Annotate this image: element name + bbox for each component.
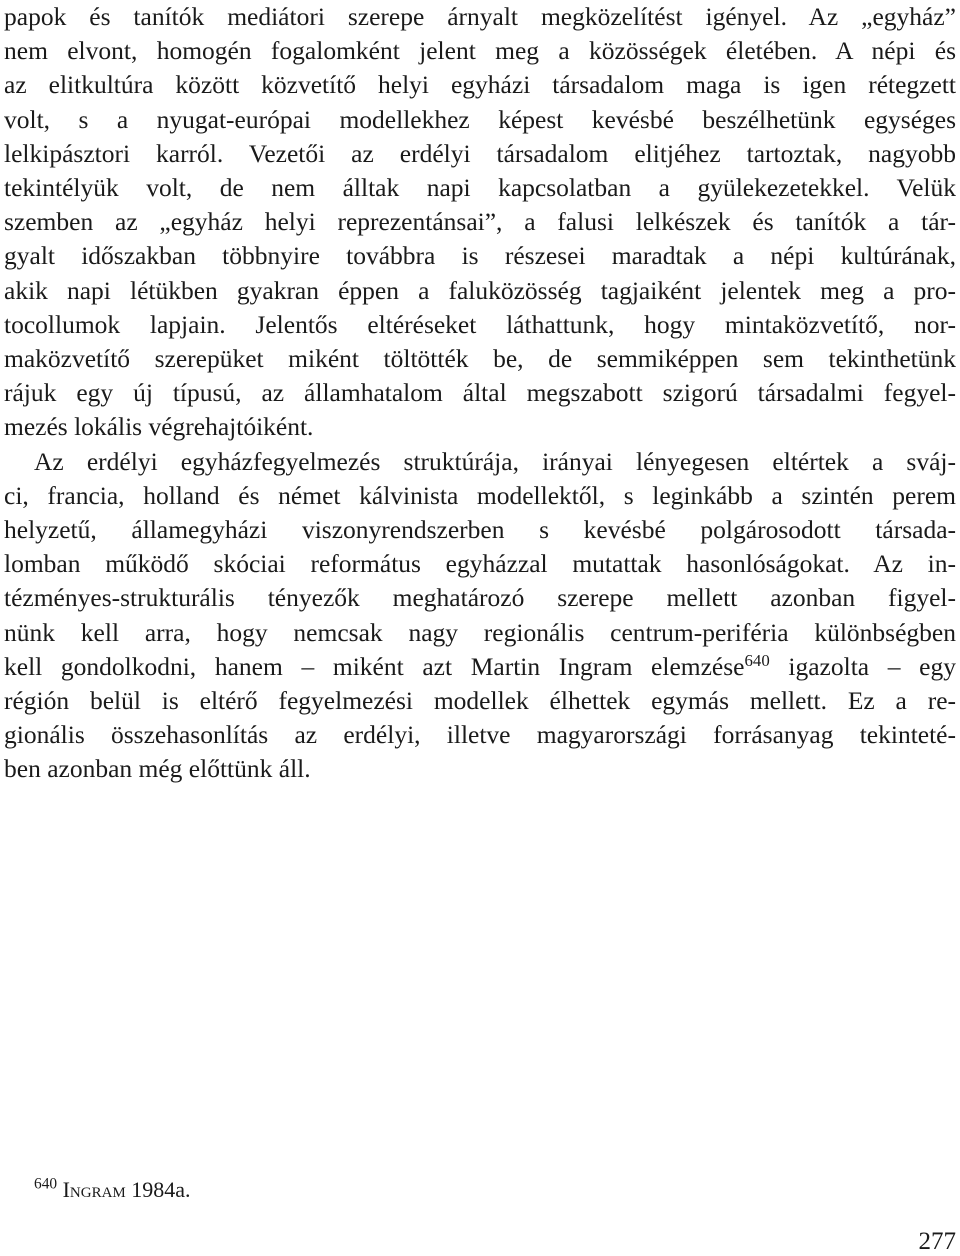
page-number: 277 (918, 1228, 956, 1255)
text-line: volt, s a nyugat-európai modellekhez képest kevésbé beszélhetünk egységes (4, 104, 956, 134)
text-line: gyalt időszakban többnyire továbbra is részesei maradtak a népi kultúrának, (4, 241, 956, 271)
paragraph-2 (4, 445, 956, 787)
text-segment: kell gondolkodni, hanem – miként azt Martin Ingram elemzése (4, 651, 745, 681)
paragraph-1 (4, 0, 956, 445)
text-segment: igazolta – egy (769, 651, 956, 681)
text-line: ci, francia, holland és német kálvinista modellektől, s leginkább a szintén perem (4, 480, 956, 510)
text-line: szemben az „egyház helyi reprezentánsai”, a falusi lelkészek és tanítók a tár- (4, 207, 956, 237)
text-line: ben azonban még előttünk áll. (4, 754, 311, 784)
text-line: helyzetű, államegyházi viszonyrendszerben s kevésbé polgárosodott társada- (4, 515, 956, 545)
footnote-mark: 640 (34, 1175, 58, 1193)
text-line: rájuk egy új típusú, az államhatalom által megszabott szigorú társadalmi fegyel- (4, 378, 956, 408)
body-text (4, 0, 956, 787)
text-line: tézményes-strukturális tényezők meghatározó szerepe mellett azonban figyel- (4, 583, 956, 613)
text-line: nem elvont, homogén fogalomként jelent meg a közösségek életében. A népi és (4, 36, 956, 66)
text-line: tekintélyük volt, de nem álltak napi kapcsolatban a gyülekezetekkel. Velük (4, 173, 956, 203)
text-line: az elitkultúra között közvetítő helyi egyházi társadalom maga is igen rétegzett (4, 70, 956, 100)
text-line: maközvetítő szerepüket miként töltötték be, de semmiképpen sem tekinthetünk (4, 344, 956, 374)
text-line: papok és tanítók mediátori szerepe árnyalt megközelítést igényel. Az „egyház” (4, 2, 956, 31)
text-line: Az erdélyi egyházfegyelmezés struktúrája, irányai lényegesen eltértek a sváj- (34, 446, 956, 476)
text-line: akik napi létükben gyakran éppen a faluközösség tagjaiként jelentek meg a pro- (4, 275, 956, 305)
text-line: régión belül is eltérő fegyelmezési modellek élhettek egymás mellett. Ez a re- (4, 686, 956, 716)
text-line: lomban működő skóciai református egyházzal mutattak hasonlóságokat. Az in- (4, 549, 956, 579)
text-line: nünk kell arra, hogy nemcsak nagy regionális centrum-periféria különbségben (4, 617, 956, 647)
footnote-reference[interactable]: 640 (744, 650, 770, 670)
footnote-author: Ingram (62, 1177, 126, 1202)
footnote (34, 1176, 191, 1204)
text-line: gionális összehasonlítás az erdélyi, illetve magyarországi forrásanyag tekinteté- (4, 720, 956, 750)
text-line-with-footnote-ref (4, 650, 956, 684)
text-line: tocollumok lapjain. Jelentős eltéréseket láthattunk, hogy mintaközvetítő, nor- (4, 309, 956, 339)
footnote-citation: 1984a. (125, 1177, 191, 1202)
text-line: lelkipásztori karról. Vezetői az erdélyi társadalom elitjéhez tartoztak, nagyobb (4, 138, 956, 168)
text-line: mezés lokális végrehajtóiként. (4, 412, 314, 442)
